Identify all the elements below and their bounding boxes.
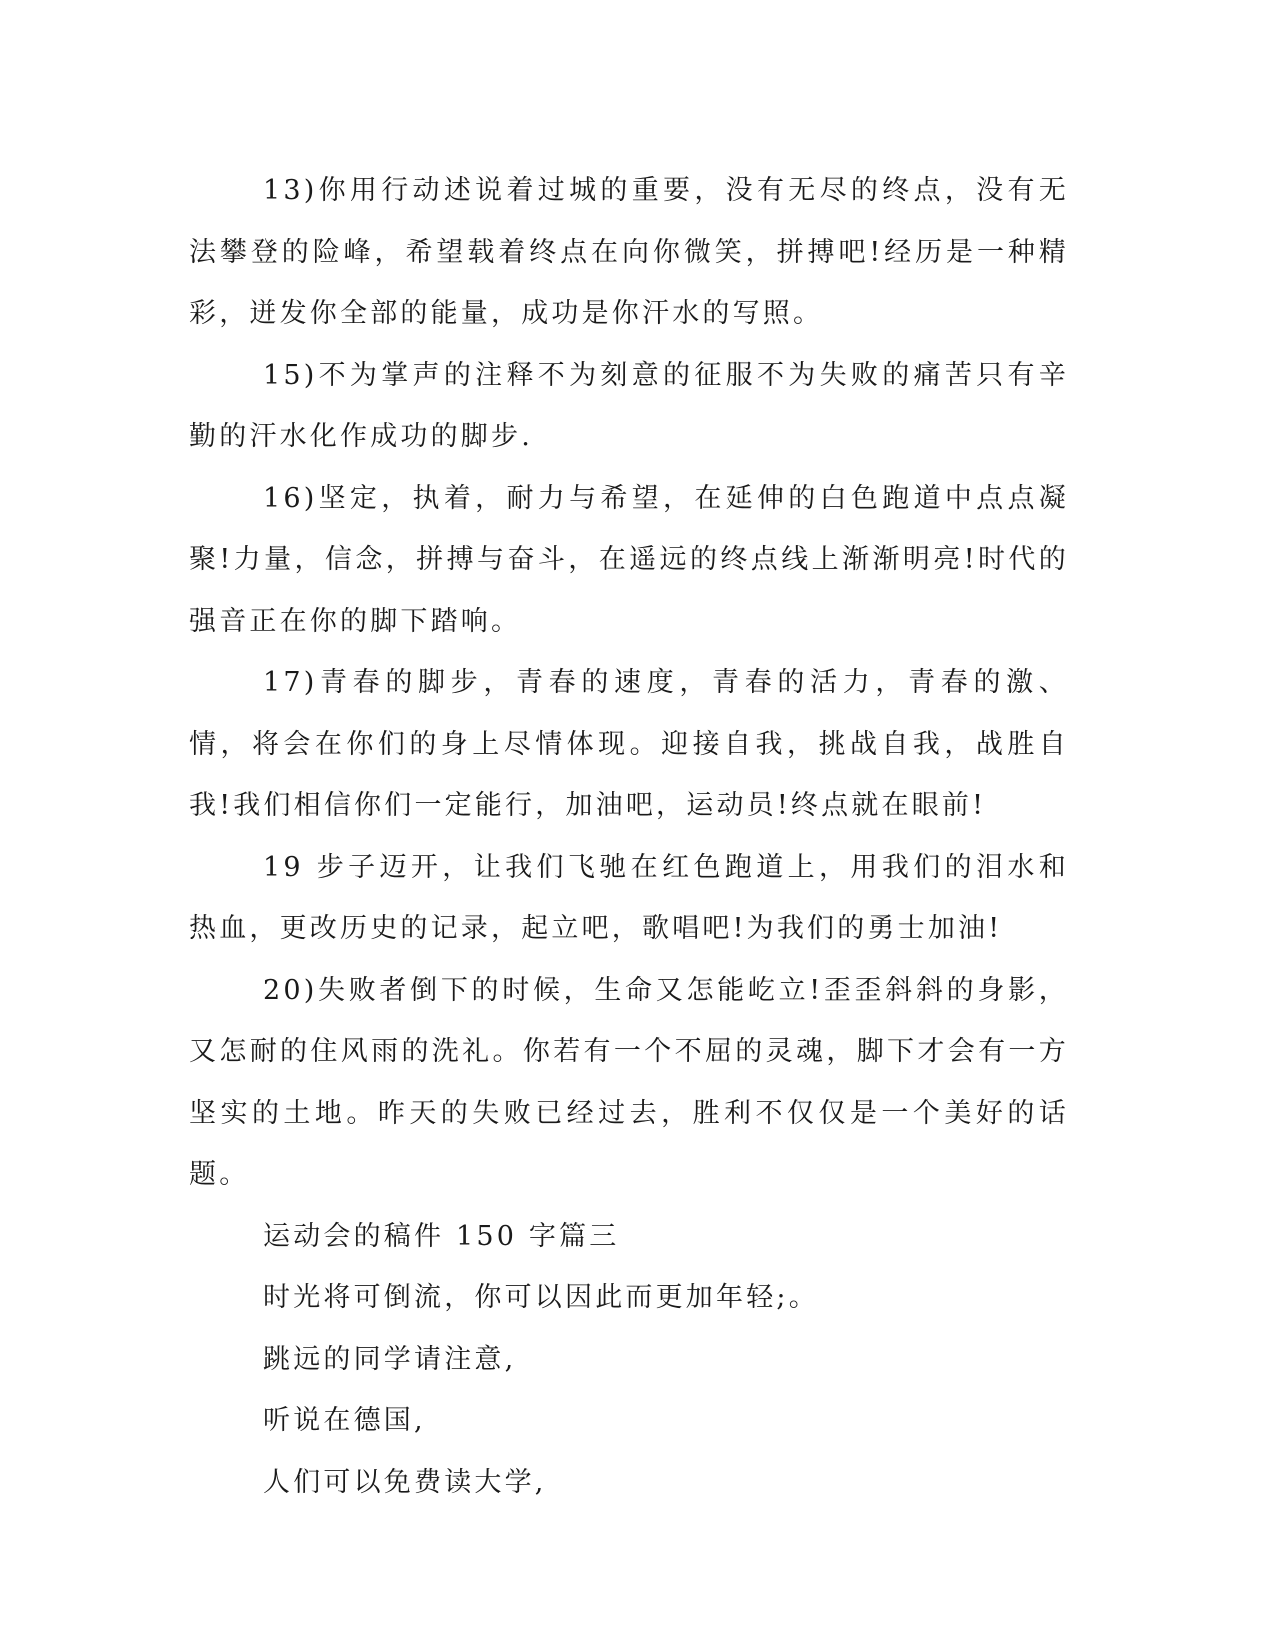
text-line: 时光将可倒流，你可以因此而更加年轻;。 xyxy=(263,1282,819,1313)
text-line: 听说在德国, xyxy=(263,1405,426,1436)
paragraph-17: 17)青春的脚步，青春的速度，青春的活力，青春的激、情，将会在你们的身上尽情体现。迎接自我，挑战自我，战胜自我!我们相信你们一定能行，加油吧，运动员!终点就在眼前! xyxy=(189,667,1069,821)
section-heading: 运动会的稿件 150 字篇三 xyxy=(263,1220,620,1252)
paragraph-16: 16)坚定，执着，耐力与希望，在延伸的白色跑道中点点凝聚!力量，信念，拼搏与奋斗，在遥远的终点线上渐渐明亮!时代的强音正在你的脚下踏响。 xyxy=(189,482,1069,637)
paragraph-19: 19 步子迈开，让我们飞驰在红色跑道上，用我们的泪水和热血，更改历史的记录，起立吧，歌唱吧!为我们的勇士加油! xyxy=(189,851,1069,944)
document-body xyxy=(189,160,1069,1513)
paragraph-20: 20)失败者倒下的时候，生命又怎能屹立!歪歪斜斜的身影，又怎耐的住风雨的洗礼。你若有一个不屈的灵魂，脚下才会有一方坚实的土地。昨天的失败已经过去，胜利不仅仅是一个美好的话题。 xyxy=(189,974,1069,1190)
paragraph-15: 15)不为掌声的注释不为刻意的征服不为失败的痛苦只有辛勤的汗水化作成功的脚步. xyxy=(189,359,1069,452)
text-line: 人们可以免费读大学, xyxy=(263,1466,547,1498)
text-line: 跳远的同学请注意, xyxy=(263,1343,517,1375)
paragraph-13: 13)你用行动述说着过城的重要，没有无尽的终点，没有无法攀登的险峰，希望载着终点在向你微笑，拼搏吧!经历是一种精彩，迸发你全部的能量，成功是你汗水的写照。 xyxy=(189,175,1069,329)
